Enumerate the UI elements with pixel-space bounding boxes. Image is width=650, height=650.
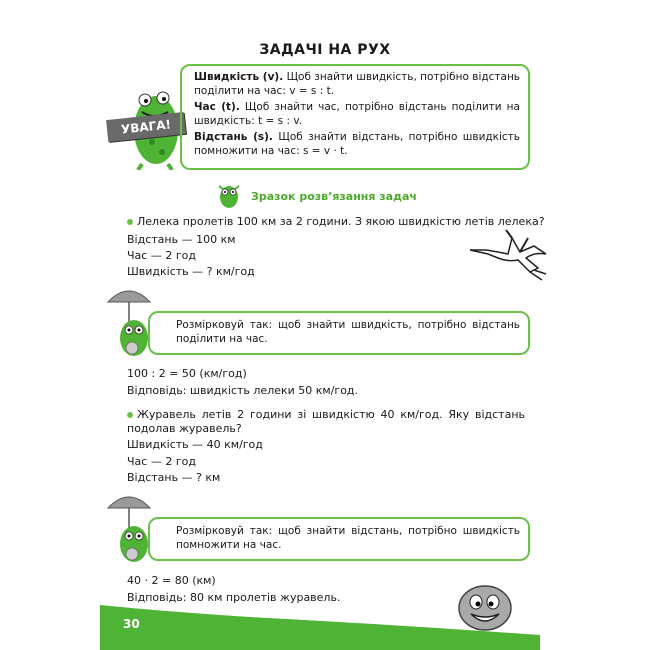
problem1-statement (127, 215, 545, 228)
stork-icon (468, 228, 548, 288)
problem1-statement-text: Лелека пролетів 100 км за 2 години. З якою швидкістю летів лелека? (137, 215, 545, 228)
rule-time (194, 100, 520, 128)
umbrella-monster-icon (104, 282, 154, 362)
problem2-statement-text: Журавель летів 2 години зі швидкістю 40 км/год. Яку відстань подолав журавель? (127, 408, 525, 435)
problem1-given-1: Відстань — 100 км (127, 233, 236, 246)
page-title: ЗАДАЧІ НА РУХ (259, 42, 391, 58)
small-monster-icon (213, 180, 245, 210)
bullet-icon (127, 412, 133, 418)
rule-speed (194, 70, 520, 98)
rule-distance-term: Відстань (s). (194, 131, 273, 143)
rule-distance (194, 130, 520, 158)
problem2-solution: 40 · 2 = 80 (км) (127, 574, 216, 587)
problem1-given-3: Швидкість — ? км/год (127, 265, 255, 278)
rule-speed-text: Щоб знайти швидкість, потрібно відстань поділити на час: v = s : t. (194, 71, 520, 97)
rule-time-text: Щоб знайти час, потрібно відстань поділити на швидкість: t = s : v. (194, 101, 520, 127)
hint-box-1: Розмірковуй так: щоб знайти швидкість, потрібно відстань поділити на час. (148, 311, 530, 355)
page-number: 30 (123, 617, 140, 631)
problem1-given-2: Час — 2 год (127, 249, 196, 262)
umbrella-monster-icon (104, 488, 154, 568)
rule-speed-term: Швидкість (v). (194, 71, 284, 83)
warning-sign: УВАГА! (106, 112, 186, 142)
problem2-given-2: Час — 2 год (127, 455, 196, 468)
problem1-solution: 100 : 2 = 50 (км/год) (127, 367, 247, 380)
sample-heading: Зразок розв’язання задач (251, 190, 417, 203)
rule-distance-text: Щоб знайти відстань, потрібно швидкість помножити на час: s = v · t. (194, 131, 520, 157)
rule-time-term: Час (t). (194, 101, 240, 113)
problem2-statement (127, 408, 525, 436)
problem2-given-3: Відстань — ? км (127, 471, 221, 484)
smiley-face-icon (455, 582, 515, 632)
rules-box (180, 64, 530, 170)
hint-box-2: Розмірковуй так: щоб знайти відстань, потрібно швидкість помножити на час. (148, 517, 530, 561)
problem2-answer: Відповідь: 80 км пролетів журавель. (127, 591, 341, 604)
problem1-answer: Відповідь: швидкість лелеки 50 км/год. (127, 384, 359, 397)
bullet-icon (127, 219, 133, 225)
problem2-given-1: Швидкість — 40 км/год (127, 438, 263, 451)
